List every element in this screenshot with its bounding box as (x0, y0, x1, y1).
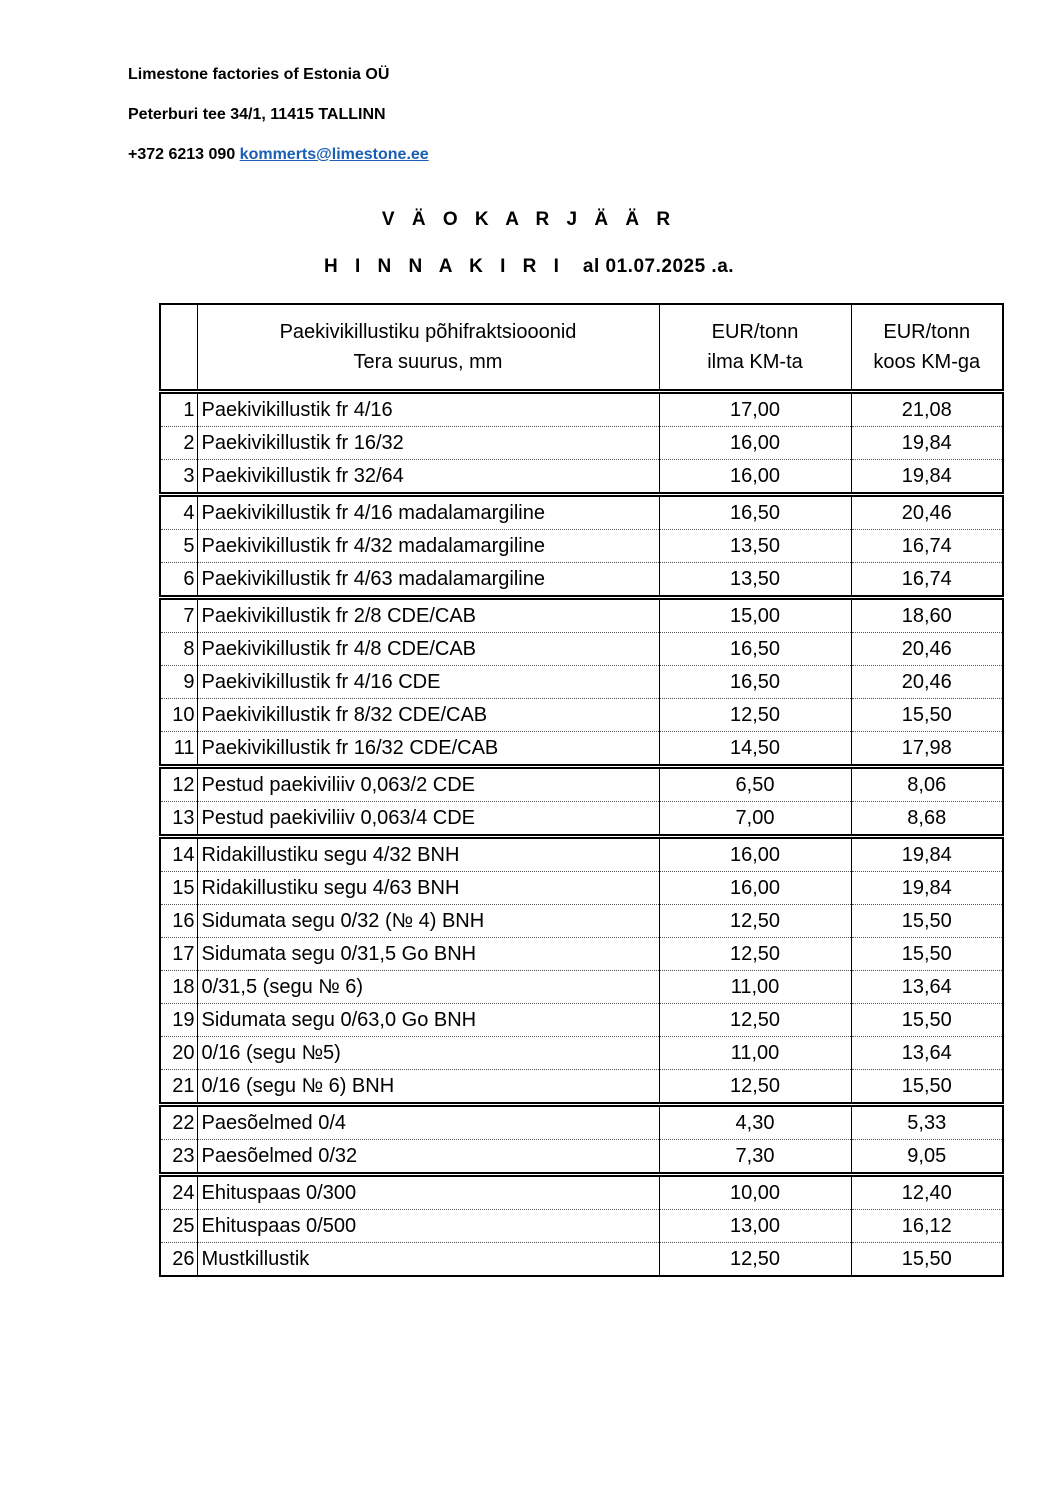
table-row (160, 802, 1003, 837)
row-product-name: Paekivikillustik fr 4/32 madalamargiline (197, 530, 659, 563)
row-product-name: Paesõelmed 0/4 (197, 1105, 659, 1140)
company-contact (128, 146, 429, 164)
row-price-net: 16,50 (659, 633, 851, 666)
row-product-name: Paekivikillustik fr 16/32 CDE/CAB (197, 732, 659, 767)
row-product-name: Sidumata segu 0/31,5 Go BNH (197, 938, 659, 971)
row-price-gross: 17,98 (851, 732, 1003, 767)
row-product-name: Ridakillustiku segu 4/32 BNH (197, 837, 659, 872)
row-product-name: Paekivikillustik fr 4/63 madalamargiline (197, 563, 659, 598)
row-price-net: 13,00 (659, 1210, 851, 1243)
row-price-gross: 16,74 (851, 530, 1003, 563)
row-product-name: Paekivikillustik fr 4/16 (197, 392, 659, 427)
row-number: 17 (160, 938, 197, 971)
row-number: 25 (160, 1210, 197, 1243)
row-number: 23 (160, 1140, 197, 1175)
row-number: 21 (160, 1070, 197, 1105)
row-price-gross: 15,50 (851, 938, 1003, 971)
row-number: 14 (160, 837, 197, 872)
row-product-name: 0/16 (segu №5) (197, 1037, 659, 1070)
row-price-gross: 19,84 (851, 872, 1003, 905)
table-row (160, 732, 1003, 767)
company-address: Peterburi tee 34/1, 11415 TALLINN (128, 106, 386, 123)
header-price-gross (851, 304, 1003, 392)
row-product-name: Paekivikillustik fr 32/64 (197, 460, 659, 495)
table-row (160, 872, 1003, 905)
row-number: 2 (160, 427, 197, 460)
header-product-line1: Paekivikillustiku põhifraktsiooonid (279, 321, 577, 343)
table-row (160, 1175, 1003, 1210)
row-price-net: 12,50 (659, 938, 851, 971)
row-number: 6 (160, 563, 197, 598)
header-product (197, 304, 659, 392)
row-number: 10 (160, 699, 197, 732)
table-row (160, 666, 1003, 699)
row-price-net: 12,50 (659, 1070, 851, 1105)
row-product-name: Paekivikillustik fr 8/32 CDE/CAB (197, 699, 659, 732)
row-price-net: 15,00 (659, 598, 851, 633)
row-number: 9 (160, 666, 197, 699)
table-row (160, 530, 1003, 563)
row-price-gross: 19,84 (851, 837, 1003, 872)
header-price-net (659, 304, 851, 392)
row-price-gross: 12,40 (851, 1175, 1003, 1210)
table-row (160, 1105, 1003, 1140)
table-row (160, 905, 1003, 938)
table-row (160, 563, 1003, 598)
table-row (160, 427, 1003, 460)
row-price-gross: 13,64 (851, 971, 1003, 1004)
row-number: 8 (160, 633, 197, 666)
header-number (160, 304, 197, 392)
row-number: 3 (160, 460, 197, 495)
row-price-gross: 18,60 (851, 598, 1003, 633)
row-price-gross: 20,46 (851, 633, 1003, 666)
row-price-net: 12,50 (659, 699, 851, 732)
table-row (160, 1210, 1003, 1243)
row-price-gross: 8,06 (851, 767, 1003, 802)
price-rows (160, 392, 1003, 1277)
table-row (160, 1037, 1003, 1070)
row-price-net: 7,30 (659, 1140, 851, 1175)
table-row (160, 460, 1003, 495)
row-price-net: 16,00 (659, 460, 851, 495)
row-product-name: Paekivikillustik fr 4/16 madalamargiline (197, 495, 659, 530)
row-price-gross: 19,84 (851, 460, 1003, 495)
row-price-net: 12,50 (659, 1004, 851, 1037)
row-number: 1 (183, 399, 195, 421)
row-price-net: 7,00 (659, 802, 851, 837)
row-price-gross: 16,74 (851, 563, 1003, 598)
row-price-net: 16,00 (659, 872, 851, 905)
row-product-name: Paekivikillustik fr 4/8 CDE/CAB (197, 633, 659, 666)
row-price-gross: 15,50 (851, 1004, 1003, 1037)
table-row (160, 837, 1003, 872)
row-price-net: 16,50 (659, 666, 851, 699)
row-number: 5 (160, 530, 197, 563)
row-price-gross: 15,50 (851, 1070, 1003, 1105)
table-row (160, 495, 1003, 530)
price-table (159, 303, 1004, 1277)
row-product-name: Paesõelmed 0/32 (197, 1140, 659, 1175)
row-price-gross: 13,64 (851, 1037, 1003, 1070)
row-number: 16 (160, 905, 197, 938)
row-product-name: Ridakillustiku segu 4/63 BNH (197, 872, 659, 905)
header-price-gross-line1: EUR/tonn (883, 321, 971, 343)
row-product-name: 0/31,5 (segu № 6) (197, 971, 659, 1004)
row-number: 26 (160, 1243, 197, 1277)
row-number: 22 (160, 1105, 197, 1140)
row-number: 20 (160, 1037, 197, 1070)
row-number: 19 (160, 1004, 197, 1037)
row-product-name: Sidumata segu 0/63,0 Go BNH (197, 1004, 659, 1037)
row-price-net: 11,00 (659, 1037, 851, 1070)
row-price-net: 10,00 (659, 1175, 851, 1210)
row-price-net: 13,50 (659, 530, 851, 563)
row-product-name: Pestud paekiviliiv 0,063/4 CDE (197, 802, 659, 837)
document-subtitle (0, 256, 1058, 278)
pricelist-date: al 01.07.2025 .a. (582, 256, 735, 277)
row-price-net: 14,50 (659, 732, 851, 767)
table-row (160, 938, 1003, 971)
row-price-gross: 19,84 (851, 427, 1003, 460)
row-price-gross: 15,50 (851, 1243, 1003, 1277)
row-price-gross: 8,68 (851, 802, 1003, 837)
company-phone: +372 6213 090 (128, 146, 236, 163)
row-number: 12 (160, 767, 197, 802)
row-price-gross: 15,50 (851, 699, 1003, 732)
row-price-gross: 9,05 (851, 1140, 1003, 1175)
table-row (160, 392, 1003, 427)
table-row (160, 1070, 1003, 1105)
table-row (160, 1140, 1003, 1175)
row-price-net: 16,00 (659, 837, 851, 872)
row-product-name: Ehituspaas 0/300 (197, 1175, 659, 1210)
row-number: 11 (160, 732, 197, 767)
header-product-line2: Tera suurus, mm (353, 351, 503, 373)
table-row (160, 971, 1003, 1004)
table-row (160, 598, 1003, 633)
table-row (160, 1243, 1003, 1277)
table-row (160, 633, 1003, 666)
row-price-net: 4,30 (659, 1105, 851, 1140)
row-product-name: Paekivikillustik fr 2/8 CDE/CAB (197, 598, 659, 633)
row-product-name: Paekivikillustik fr 16/32 (197, 427, 659, 460)
row-price-gross: 15,50 (851, 905, 1003, 938)
row-price-gross: 16,12 (851, 1210, 1003, 1243)
table-header-row (160, 304, 1003, 392)
header-price-gross-line2: koos KM-ga (873, 351, 981, 373)
header-price-net-line2: ilma KM-ta (707, 351, 803, 373)
row-price-net: 12,50 (659, 905, 851, 938)
row-product-name: Paekivikillustik fr 4/16 CDE (197, 666, 659, 699)
header-price-net-line1: EUR/tonn (711, 321, 799, 343)
row-product-name: Mustkillustik (197, 1243, 659, 1277)
table-row (160, 1004, 1003, 1037)
row-price-net: 6,50 (659, 767, 851, 802)
row-number: 13 (160, 802, 197, 837)
row-product-name: 0/16 (segu № 6) BNH (197, 1070, 659, 1105)
row-price-net: 17,00 (659, 392, 851, 427)
row-product-name: Sidumata segu 0/32 (№ 4) BNH (197, 905, 659, 938)
quarry-title: V Ä O K A R J Ä Ä R (381, 209, 677, 230)
row-product-name: Pestud paekiviliiv 0,063/2 CDE (197, 767, 659, 802)
row-number: 15 (160, 872, 197, 905)
row-number: 18 (160, 971, 197, 1004)
row-price-net: 13,50 (659, 563, 851, 598)
row-price-gross: 21,08 (851, 392, 1003, 427)
row-price-gross: 5,33 (851, 1105, 1003, 1140)
row-price-net: 16,50 (659, 495, 851, 530)
row-number: 7 (160, 598, 197, 633)
row-price-net: 12,50 (659, 1243, 851, 1277)
row-number: 4 (160, 495, 197, 530)
table-row (160, 767, 1003, 802)
row-price-net: 16,00 (659, 427, 851, 460)
row-price-gross: 20,46 (851, 666, 1003, 699)
document-title (0, 209, 1058, 231)
table-row (160, 699, 1003, 732)
row-price-net: 11,00 (659, 971, 851, 1004)
company-name: Limestone factories of Estonia OÜ (128, 66, 390, 83)
row-number: 24 (160, 1175, 197, 1210)
pricelist-label: H I N N A K I R I (323, 256, 565, 277)
row-price-gross: 20,46 (851, 495, 1003, 530)
company-email-link[interactable]: kommerts@limestone.ee (239, 146, 429, 163)
row-product-name: Ehituspaas 0/500 (197, 1210, 659, 1243)
